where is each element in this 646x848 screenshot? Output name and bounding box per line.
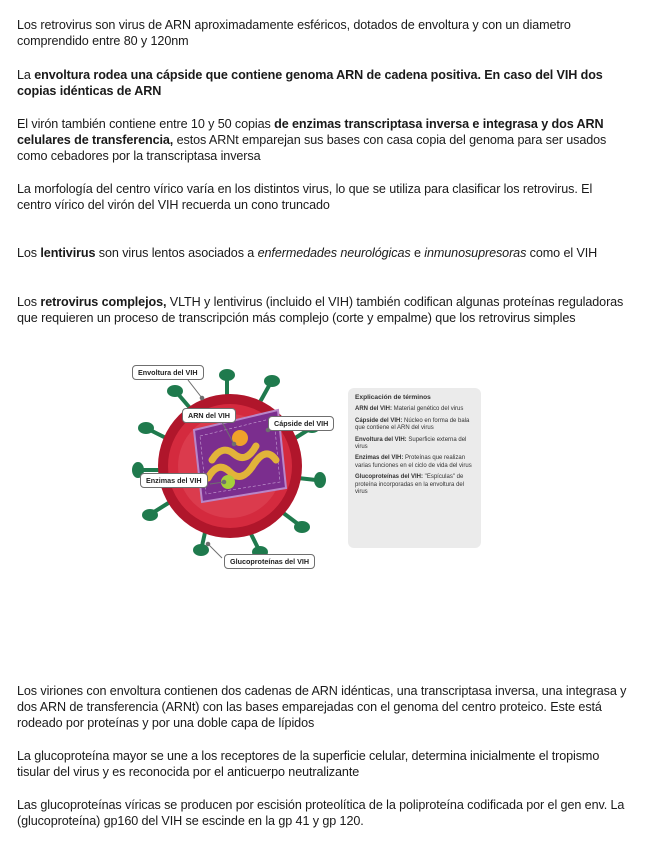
text-segment: El virón también contiene entre 10 y 50 copias — [17, 117, 275, 131]
legend-term: Enzimas del VIH: — [355, 455, 404, 462]
legend-item — [355, 455, 474, 470]
legend-term: Envoltura del VIH: — [355, 436, 407, 443]
legend-item — [355, 474, 474, 496]
legend-desc: "Espículas" de proteína incorporadas en la envoltura del virus — [355, 474, 465, 496]
text-segment: son virus lentos asociados a — [95, 246, 258, 260]
legend-desc: Material genético del virus — [392, 406, 464, 413]
italic-segment: inmunosupresoras — [424, 246, 527, 260]
text-segment: VLTH y lentivirus (incluido el VIH) también codifican algunas proteínas reguladoras que requieren un proceso de transcripción más complejo (corte y empalme) que los retrovirus simples — [17, 295, 624, 325]
paragraph-viriones: Los viriones con envoltura contienen dos cadenas de ARN idénticas, una transcriptasa inversa, una integrasa y dos ARN de transferencia (ARNt) con las bases emparejadas con el genoma del centro proteico. Este está rodeado por proteínas y por una doble capa de lípidos — [17, 684, 627, 730]
hiv-diagram — [128, 360, 488, 575]
legend-desc: Núcleo en forma de bala que contiene el ARN del virus — [355, 417, 470, 432]
text-segment: como el VIH — [526, 246, 598, 260]
legend-item — [355, 406, 474, 413]
paragraph-retrovirus-intro: Los retrovirus son virus de ARN aproximadamente esféricos, dotados de envoltura y con un diametro comprendido entre 80 y 120nm — [17, 18, 571, 48]
paragraph-viron-enzimas — [17, 116, 629, 164]
text-segment: La — [17, 68, 35, 82]
legend-title: Explicación de términos — [355, 394, 431, 401]
bold-segment: retrovirus complejos, — [40, 295, 167, 309]
legend-term: Glucoproteínas del VIH: — [355, 474, 424, 481]
legend-desc: Superficie externa del virus — [355, 436, 467, 451]
label-glucoproteinas-vih: Glucoproteínas del VIH — [224, 554, 315, 569]
bold-segment: lentivirus — [40, 246, 96, 260]
label-arn-vih: ARN del VIH — [182, 408, 236, 423]
legend-item — [355, 437, 474, 452]
text-segment: Los — [17, 246, 41, 260]
label-capside-vih: Cápside del VIH — [268, 416, 334, 431]
paragraph-glucoproteina-mayor: La glucoproteína mayor se une a los receptores de la superficie celular, determina inicialmente el tropismo tisular del virus y es reconocida por el anticuerpo neutralizante — [17, 749, 600, 779]
bold-segment: de enzimas transcriptasa inversa e integrasa y dos ARN celulares de transferencia, — [17, 117, 604, 147]
paragraph-morfologia: La morfología del centro vírico varía en los distintos virus, lo que se utiliza para clasificar los retrovirus. El centro vírico del virón del VIH recuerda un cono truncado — [17, 182, 593, 212]
bold-segment: envoltura rodea una cápside que contiene genoma ARN de cadena positiva. En caso del VIH dos copias idénticas de ARN — [17, 68, 603, 98]
legend-desc: Proteínas que realizan varias funciones en el ciclo de vida del virus — [355, 455, 472, 469]
hiv-virion-illustration — [128, 360, 348, 575]
label-enzimas-vih: Enzimas del VIH — [140, 473, 208, 488]
label-envoltura-vih: Envoltura del VIH — [132, 365, 204, 380]
text-segment: Los — [17, 295, 41, 309]
text-segment: e — [410, 246, 425, 260]
italic-segment: enfermedades neurológicas — [257, 246, 411, 260]
legend-item — [355, 418, 474, 433]
paragraph-lentivirus — [17, 245, 629, 261]
paragraph-glucoproteinas-viricas: Las glucoproteínas víricas se producen por escisión proteolítica de la poliproteína codificada por el gen env. La (glucoproteína) gp160 del VIH se escinde en la gp 41 y gp 120. — [17, 798, 625, 828]
paragraph-retrovirus-complejos — [17, 294, 629, 326]
legend-term: ARN del VIH: — [355, 406, 393, 413]
paragraph-envoltura — [17, 67, 629, 99]
text-segment: estos ARNt emparejan sus bases con casa copia del genoma para ser usados como cebadores por la transcriptasa inversa — [17, 133, 607, 163]
legend-term: Cápside del VIH: — [355, 417, 403, 424]
terms-legend — [348, 388, 481, 548]
